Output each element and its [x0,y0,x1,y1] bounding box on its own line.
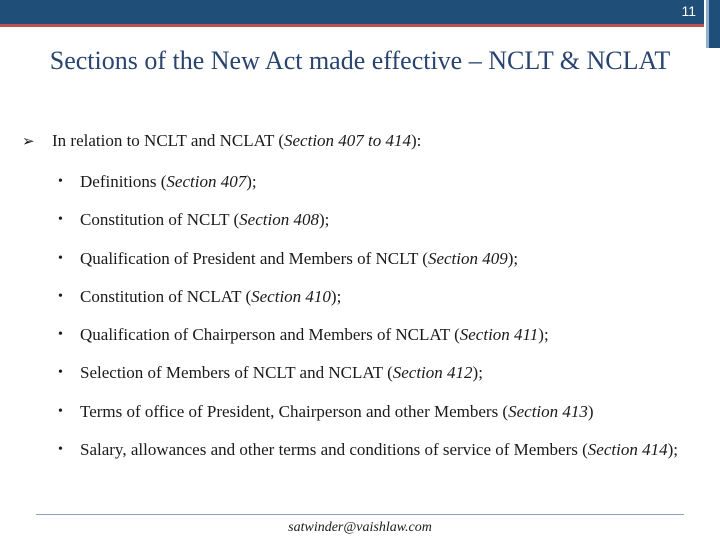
dot-bullet-icon: • [58,212,63,228]
dot-bullet-icon: • [58,327,63,343]
section-list [58,170,690,476]
list-item-text: Definitions ( [80,172,167,191]
list-item [58,323,690,347]
slide-title: Sections of the New Act made effective – NCLT & NCLAT [49,46,671,75]
list-item-text: Terms of office of President, Chairperson and other Members ( [80,401,509,421]
dot-bullet-icon: • [58,250,63,266]
list-item [58,170,690,194]
list-item-text: Salary, allowances and other terms and conditions of service of Members ( [80,440,588,460]
list-item [58,438,690,462]
list-item-text: Constitution of NCLAT ( [80,286,252,306]
list-item-end: ); [507,248,519,268]
dot-bullet-icon: • [58,365,63,381]
arrow-bullet-icon: ➢ [22,132,35,150]
intro-point [22,131,702,151]
header-accent-line [0,24,704,27]
list-item-text: Selection of Members of NCLT and NCLAT ( [80,363,393,383]
footer-divider [36,514,684,515]
section-ref: Section 408 [239,210,319,230]
list-item-end: ); [330,286,342,306]
section-ref: Section 411 [459,325,539,345]
section-ref: Section 409 [427,248,508,268]
intro-text-end: ): [411,131,422,150]
list-item-text: Constitution of NCLT ( [80,210,240,230]
section-ref: Section 412 [392,363,473,383]
list-item-end: ); [472,363,483,383]
dot-bullet-icon: • [58,403,63,419]
section-ref: Section 410 [251,286,331,306]
header-bar [0,0,704,24]
intro-text: In relation to NCLT and NCLAT ( [52,131,284,150]
section-ref: Section 413 [508,401,588,421]
dot-bullet-icon: • [58,288,63,304]
list-item [58,361,690,385]
list-item [58,247,690,271]
list-item [58,208,690,232]
dot-bullet-icon: • [58,174,63,189]
list-item-end: ) [587,401,594,421]
page-number: 11 [681,3,696,19]
dot-bullet-icon: • [58,442,63,458]
list-item-end: ); [246,172,257,191]
list-item [58,400,690,424]
list-item-text: Qualification of President and Members of NCLT ( [80,248,428,268]
list-item [58,285,690,309]
list-item-text: Qualification of Chairperson and Members of NCLAT ( [80,325,460,345]
section-ref: Section 414 [587,440,668,460]
list-item-end: ); [318,210,330,230]
footer-email: satwinder@vaishlaw.com [288,520,432,535]
list-item-end: ); [538,325,549,345]
corner-accent-line [706,0,709,48]
list-item-end: ); [667,440,678,460]
section-ref: Section 407 [166,172,247,191]
intro-section-ref: Section 407 to 414 [284,131,412,150]
